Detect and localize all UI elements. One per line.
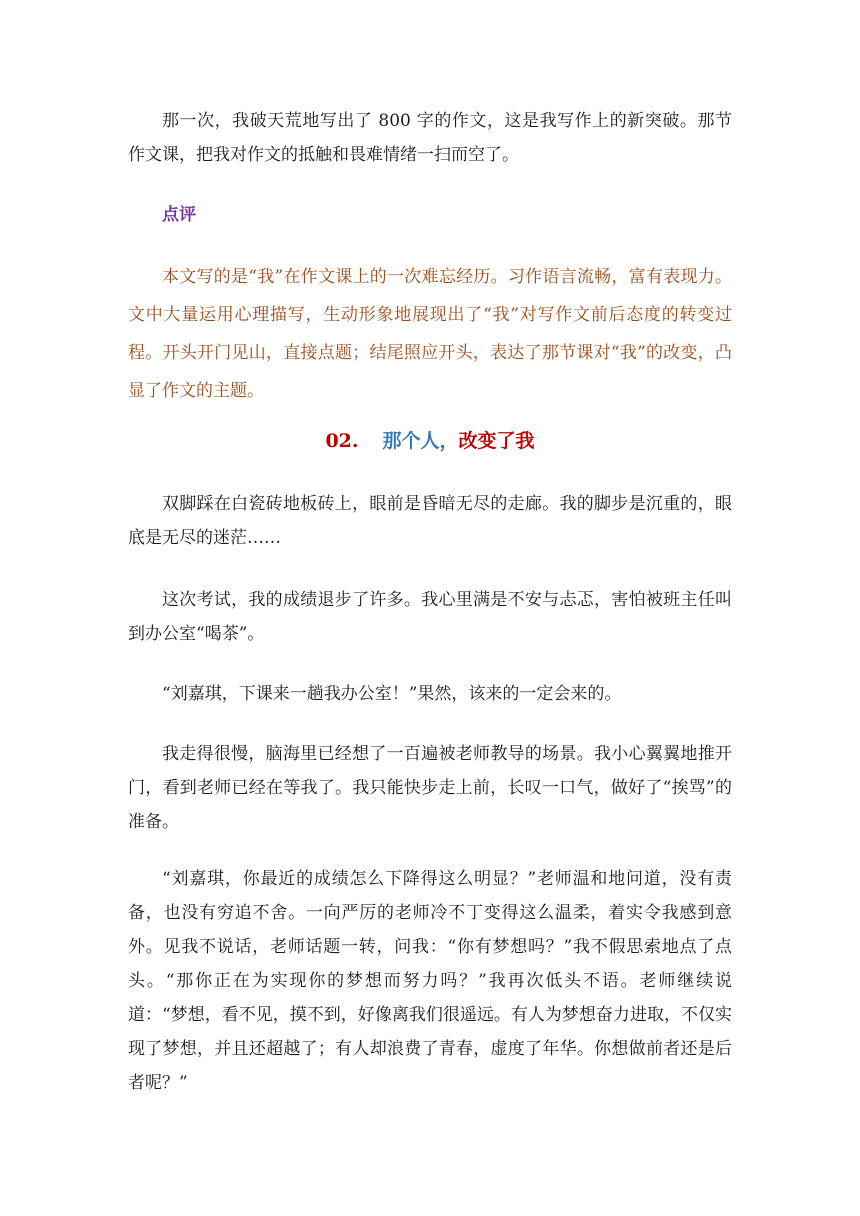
paragraph-body-2: 这次考试，我的成绩退步了许多。我心里满是不安与忐忑，害怕被班主任叫到办公室“喝茶”。	[128, 590, 732, 644]
paragraph-body-3: “刘嘉琪，下课来一趟我办公室！”果然，该来的一定会来的。	[162, 684, 622, 704]
paragraph-body-4: 我走得很慢，脑海里已经想了一百遍被老师教导的场景。我小心翼翼地推开门，看到老师已经在等我了。我只能快步走上前，长叹一口气，做好了“挨骂”的准备。	[128, 744, 732, 832]
paragraph-body-5: “刘嘉琪，你最近的成绩怎么下降得这么明显？”老师温和地问道，没有责备，也没有穷追不舍。一向严厉的老师冷不丁变得这么温柔，着实令我感到意外。见我不说话，老师话题一转，问我：“你有梦想吗？”我不假思索地点了点头。“那你正在为实现你的梦想而努力吗？”我再次低头不语。老师继续说道：“梦想，看不见，摸不到，好像离我们很遥远。有人为梦想奋力进取，不仅实现了梦想，并且还超越了；有人却浪费了青春，虚度了年华。你想做前者还是后者呢？”	[128, 869, 732, 1093]
section-title	[0, 424, 860, 458]
comment-text: 本文写的是“我”在作文课上的一次难忘经历。习作语言流畅，富有表现力。文中大量运用心理描写，生动形象地展现出了“我”对写作文前后态度的转变过程。开头开门见山，直接点题；结尾照应开头，表达了那节课对“我”的改变，凸显了作文的主题。	[128, 267, 732, 401]
section-title-part1: 那个人，	[382, 430, 459, 452]
paragraph-intro-conclusion: 那一次，我破天荒地写出了 800 字的作文，这是我写作上的新突破。那节作文课，把我对作文的抵触和畏难情绪一扫而空了。	[128, 111, 732, 165]
section-number: 02.	[325, 430, 359, 452]
comment-heading: 点评	[162, 205, 196, 225]
paragraph-body-1: 双脚踩在白瓷砖地板砖上，眼前是昏暗无尽的走廊。我的脚步是沉重的，眼底是无尽的迷茫……	[128, 494, 732, 548]
section-title-part2: 改变了我	[458, 430, 535, 452]
